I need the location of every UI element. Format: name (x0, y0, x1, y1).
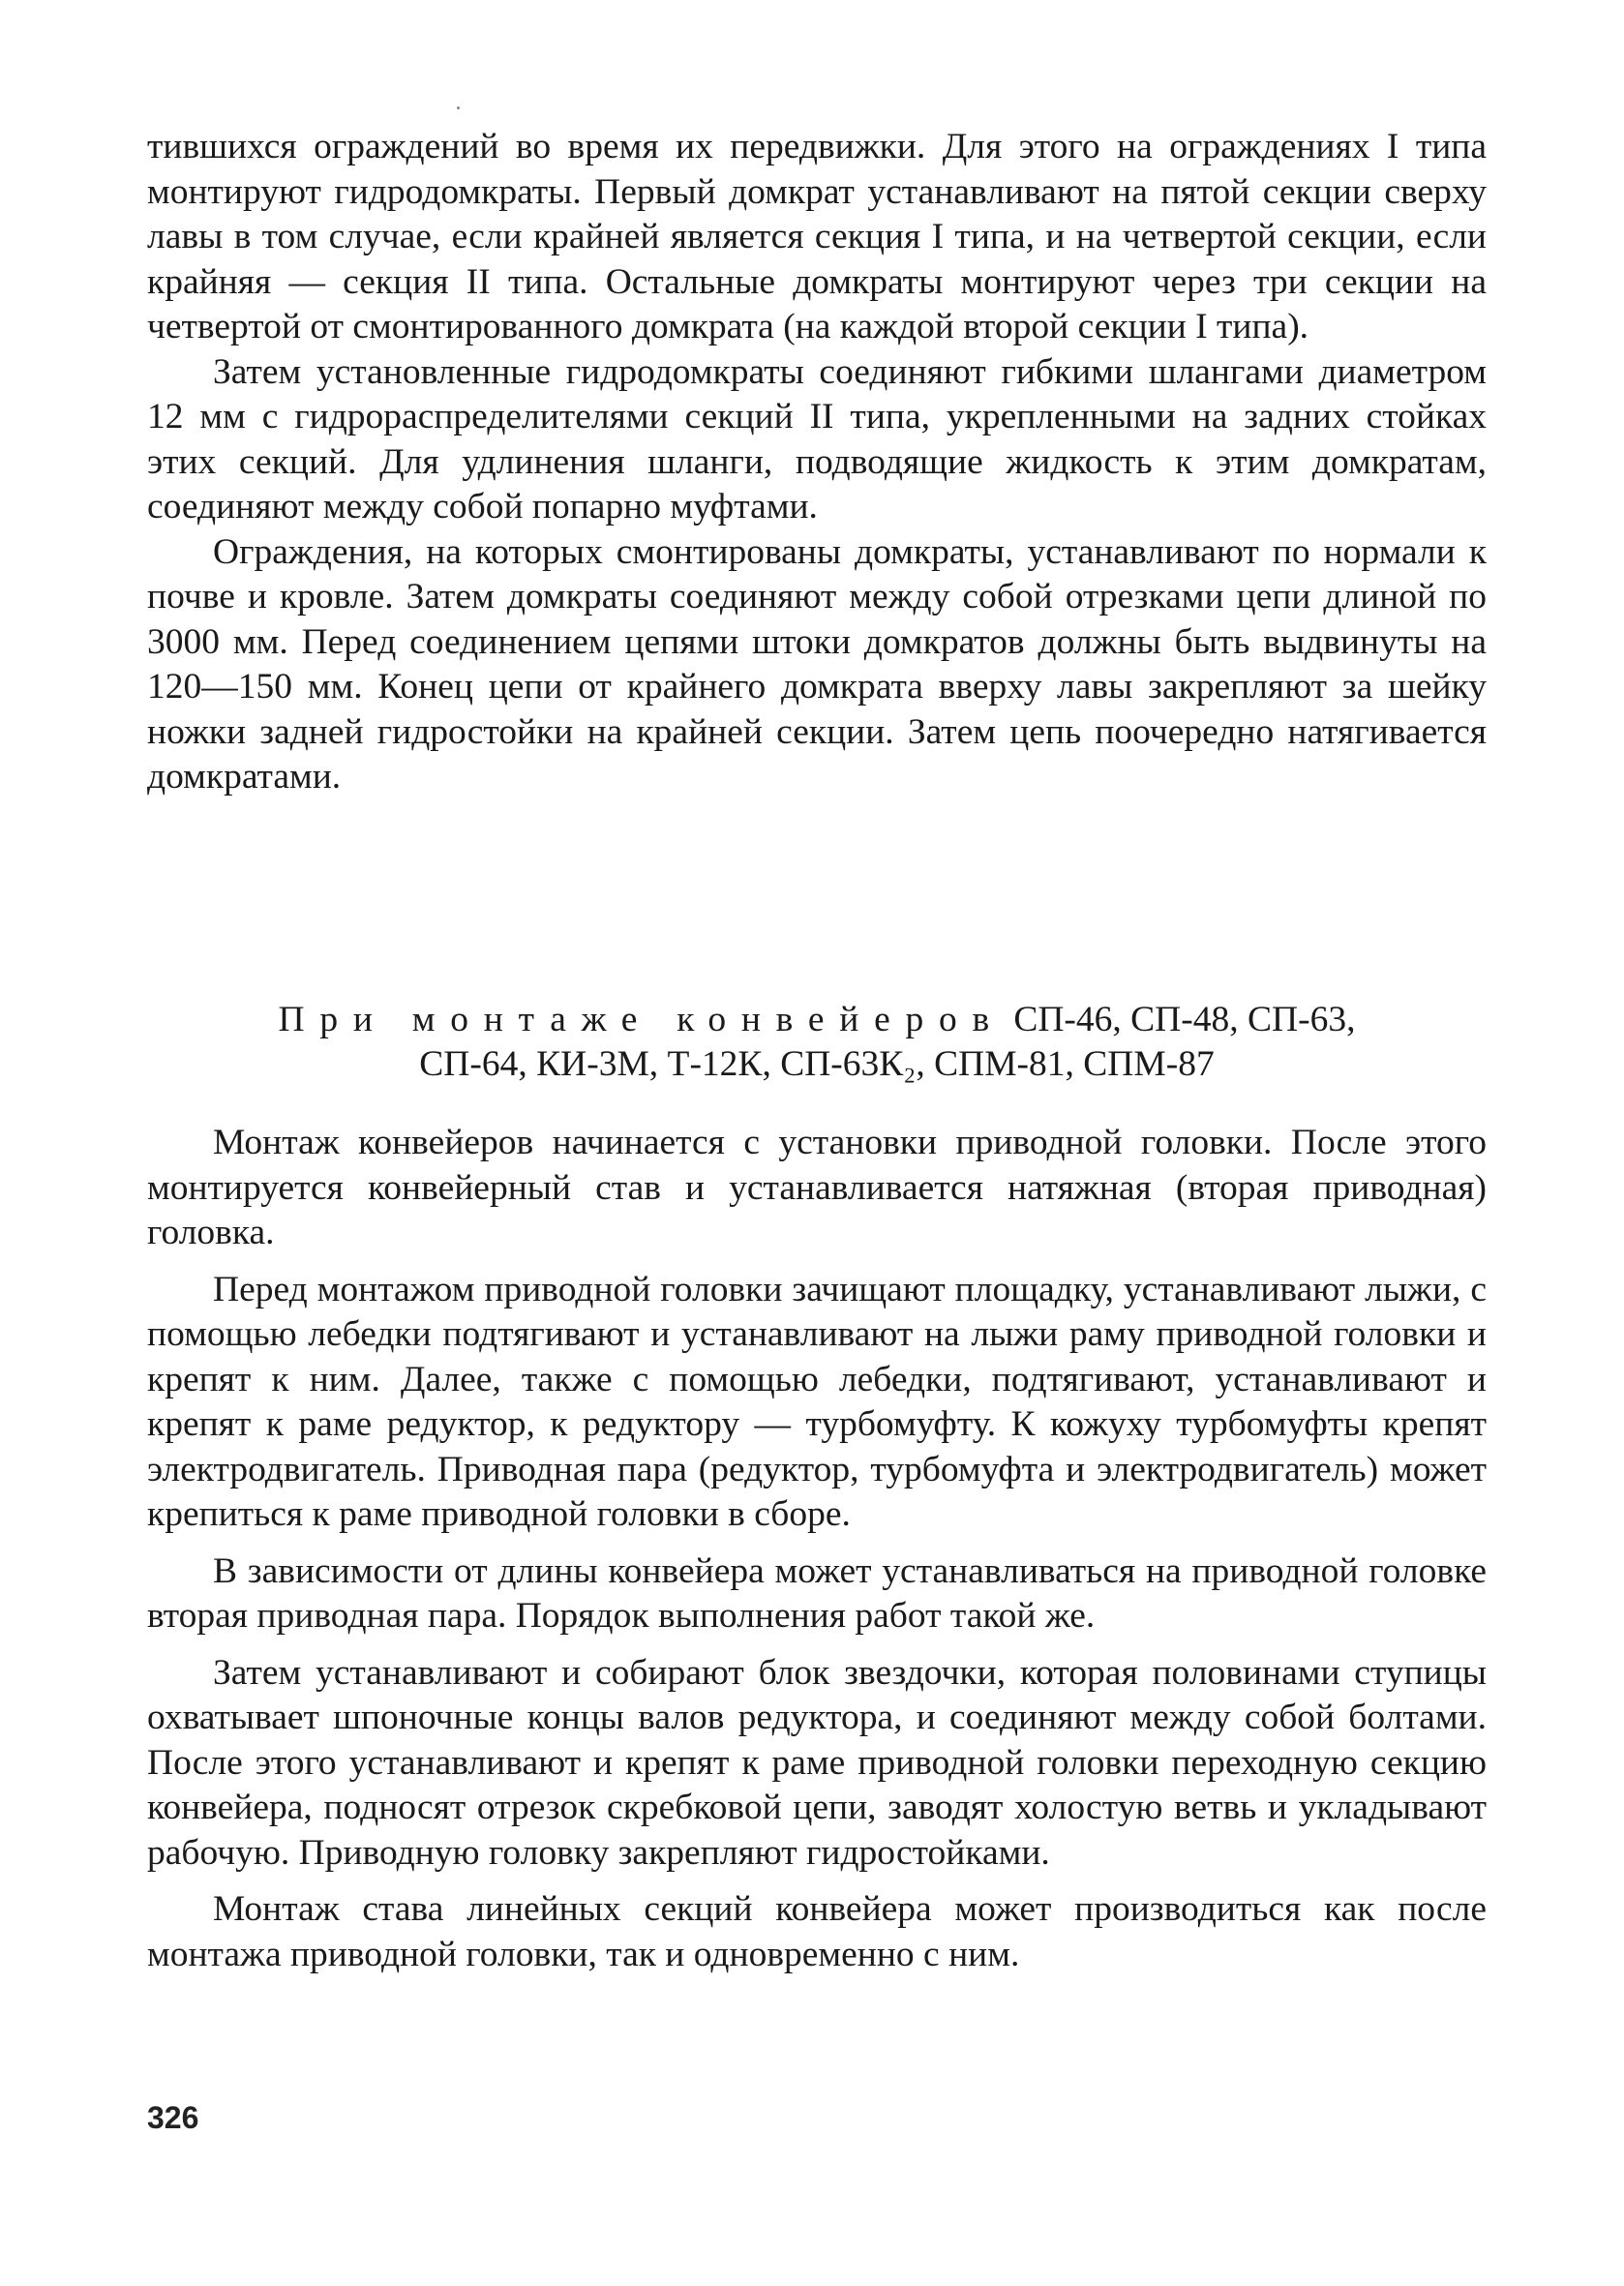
paragraph-sprocket: Затем устанавливают и собирают блок звездочки, которая половинами ступицы охватывает шпоночные концы валов редуктора, и соединяют между собой болтами. После этого устанавливают и крепят к раме приводной головки переходную секцию конвейера, подносят отрезок скребковой цепи, заводят холостую ветвь и укладывают рабочую. Приводную головку закрепляют гидростойками. (147, 1652, 1487, 1873)
print-speck (457, 106, 460, 109)
page-number: 326 (147, 2100, 199, 2135)
paragraph-chains: Ограждения, на которых смонтированы домкраты, устанавливают по нормали к почве и кровле. Затем домкраты соединяют между собой отрезками цепи длиной по 3000 мм. Перед соединением цепями штоки домкратов должны быть выдвинуты на 120—150 мм. Конец цепи от крайнего домкрата вверху лавы закрепляют за шейку ножки задней гидростойки на крайней секции. Затем цепь поочередно натягивается домкратами. (147, 531, 1487, 797)
paragraph-hoses: Затем установленные гидродомкраты соединяют гибкими шлангами диаметром 12 мм с гидрораспределителями секций II типа, укрепленными на задних стойках этих секций. Для удлинения шланги, подводящие жидкость к этим домкратам, соединяют между собой попарно муфтами. (147, 351, 1487, 526)
paragraph-linear-sections: Монтаж става линейных секций конвейера может производиться как после монтажа приводной головки, так и одновременно с ним. (147, 1889, 1487, 1974)
paragraph-second-drive: В зависимости от длины конвейера может устанавливаться на приводной головке вторая приводная пара. Порядок выполнения работ такой же. (147, 1550, 1487, 1636)
text-block-top (147, 125, 1487, 800)
section-heading-models-1: СП-46, СП-48, СП-63, (1013, 1000, 1356, 1039)
section-heading-spaced: При монтаже конвейеров (278, 1000, 1005, 1039)
paragraph-continued: тившихся ограждений во время их передвижки. Для этого на ограждениях I типа монтируют гидродомкраты. Первый домкрат устанавливают на пятой секции сверху лавы в том случае, если крайней является секция I типа, и на четвертой секции, если крайняя — секция II типа. Остальные домкраты монтируют через три секции на четвертой от смонтированного домкрата (на каждой второй секции I типа). (147, 127, 1487, 346)
section-heading (147, 998, 1487, 1087)
paragraph-intro: Монтаж конвейеров начинается с установки приводной головки. После этого монтируется конвейерный став и устанавливается натяжная (вторая приводная) головка. (147, 1123, 1487, 1252)
paragraph-drive-head: Перед монтажом приводной головки зачищают площадку, устанавливают лыжи, с помощью лебедки подтягивают и устанавливают на лыжи раму приводной головки и крепят к ним. Далее, также с помощью лебедки, подтягивают, устанавливают и крепят к раме редуктор, к редуктору — турбомуфту. К кожуху турбомуфты крепят электродвигатель. Приводная пара (редуктор, турбомуфта и электродвигатель) может крепиться к раме приводной головки в сборе. (147, 1269, 1487, 1534)
section-heading-models-2: СП-64, КИ-3М, Т-12К, СП-63К₂, СПМ-81, СПМ-87 (419, 1044, 1215, 1084)
text-block-bottom (147, 1121, 1487, 1977)
